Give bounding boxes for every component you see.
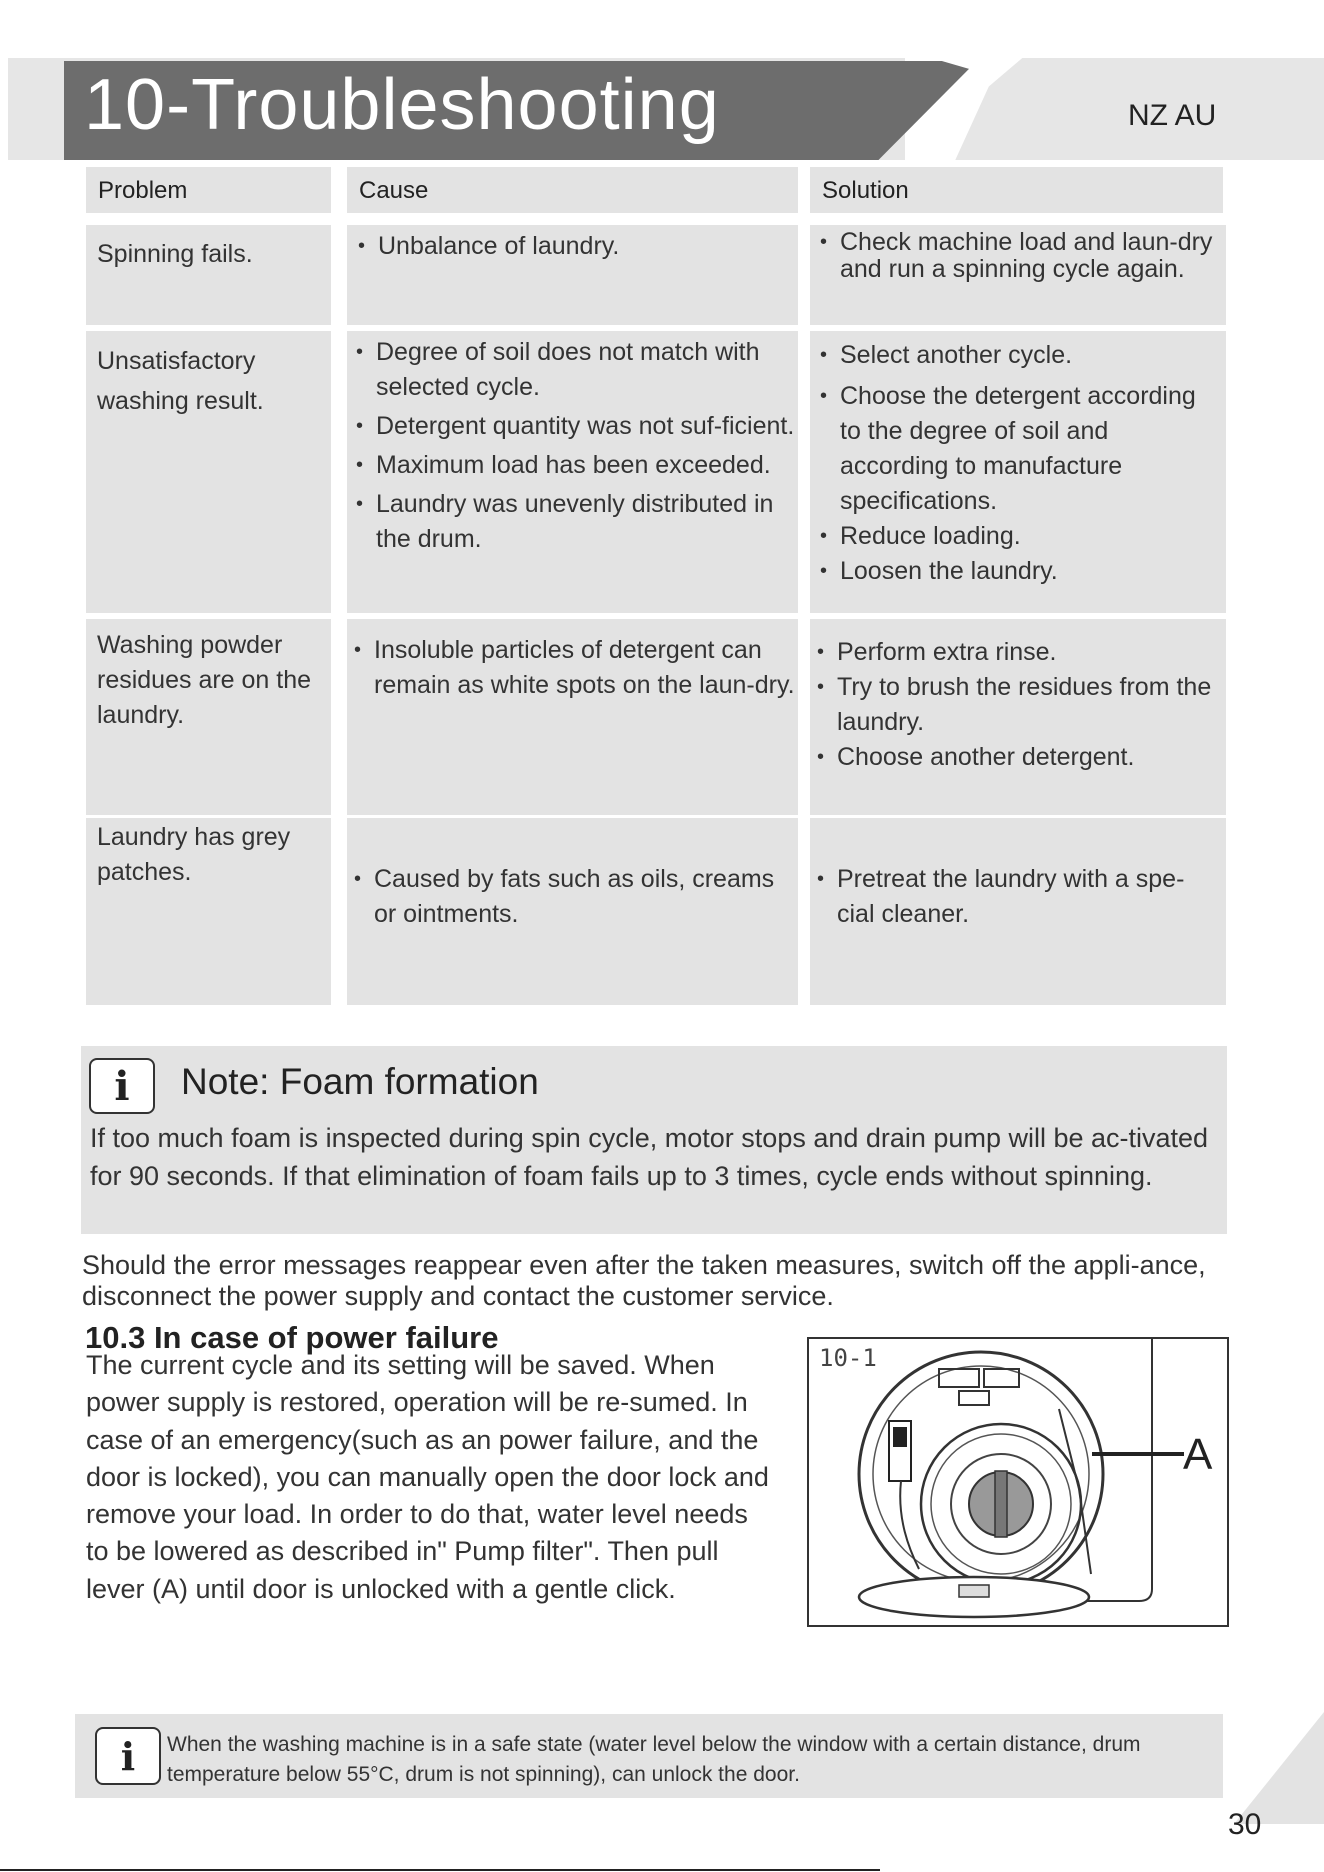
footer-line: [0, 1869, 880, 1871]
note-title: Note: Foam formation: [181, 1061, 539, 1102]
cause-list: [352, 633, 800, 703]
solution-list: [815, 635, 1220, 775]
table-header-solution: Solution: [810, 167, 1223, 213]
table-header-problem: Problem: [86, 167, 331, 213]
cause-list: [352, 862, 800, 932]
info-icon: i: [95, 1727, 161, 1785]
door-lock-illustration: [809, 1339, 1227, 1625]
figure-callout-label: A: [1183, 1430, 1213, 1479]
list-item: • Degree of soil does not match with selected cycle.: [354, 335, 800, 405]
problem-text: Spinning fails.: [97, 240, 253, 268]
solution-list: [815, 862, 1220, 932]
list-item: • Reduce loading.: [818, 519, 1218, 554]
section-title: 10.3 In case of power failure: [85, 1320, 499, 1355]
bottom-note-text: When the washing machine is in a safe state (water level below the window with a certain distance, drum temperature below 55°C, drum is not spinning), can unlock the door.: [167, 1733, 1141, 1786]
list-item: • Check machine load and laun-dry and run a spinning cycle again.: [818, 229, 1218, 283]
list-item: • Unbalance of laundry.: [356, 229, 796, 264]
list-item: • Choose the detergent according to the degree of soil and according to manufacture specifications.: [818, 379, 1218, 519]
note-text: If too much foam is inspected during spin cycle, motor stops and drain pump will be ac-tivated for 90 seconds. If that elimination of foam fails up to 3 times, cycle ends without spinning.: [90, 1123, 1209, 1191]
list-item: • Perform extra rinse.: [815, 635, 1220, 670]
solution-list: [818, 338, 1218, 589]
problem-text: Unsatisfactory washing result.: [97, 347, 264, 415]
table-header-cause: Cause: [347, 167, 798, 213]
list-item: • Laundry was unevenly distributed in the drum.: [354, 487, 800, 557]
figure-label: 10-1: [819, 1344, 877, 1372]
list-item: • Select another cycle.: [818, 338, 1218, 373]
list-item: • Detergent quantity was not suf-ficient.: [354, 409, 800, 444]
list-item: • Try to brush the residues from the laundry.: [815, 670, 1220, 740]
cause-list: [356, 229, 796, 264]
list-item: • Loosen the laundry.: [818, 554, 1218, 589]
solution-list: [818, 229, 1218, 283]
cause-list: [354, 335, 800, 557]
list-item: • Pretreat the laundry with a spe-cial cleaner.: [815, 862, 1220, 932]
page-number: 30: [1228, 1808, 1262, 1841]
region-label: NZ AU: [1128, 99, 1217, 132]
list-item: • Caused by fats such as oils, creams or ointments.: [352, 862, 800, 932]
problem-text: Washing powder residues are on the laundry.: [97, 631, 312, 729]
list-item: • Choose another detergent.: [815, 740, 1220, 775]
list-item: • Maximum load has been exceeded.: [354, 448, 800, 483]
section-body: The current cycle and its setting will be saved. When power supply is restored, operation will be re-sumed. In case of an emergency(such as an power failure, and the door is locked), you can manually open the door lock and remove your load. In order to do that, water level needs to be lowered as described in" Pump filter". Then pull lever (A) until door is unlocked with a gentle click.: [86, 1350, 769, 1604]
problem-text: Laundry has grey patches.: [97, 823, 291, 886]
warning-paragraph: Should the error messages reappear even after the taken measures, switch off the appli-ance, disconnect the power supply and contact the customer service.: [82, 1250, 1206, 1311]
figure-door-lock: [807, 1337, 1229, 1627]
list-item: • Insoluble particles of detergent can remain as white spots on the laun-dry.: [352, 633, 800, 703]
info-icon: i: [89, 1058, 155, 1114]
page-title: 10-Troubleshooting: [84, 65, 720, 145]
